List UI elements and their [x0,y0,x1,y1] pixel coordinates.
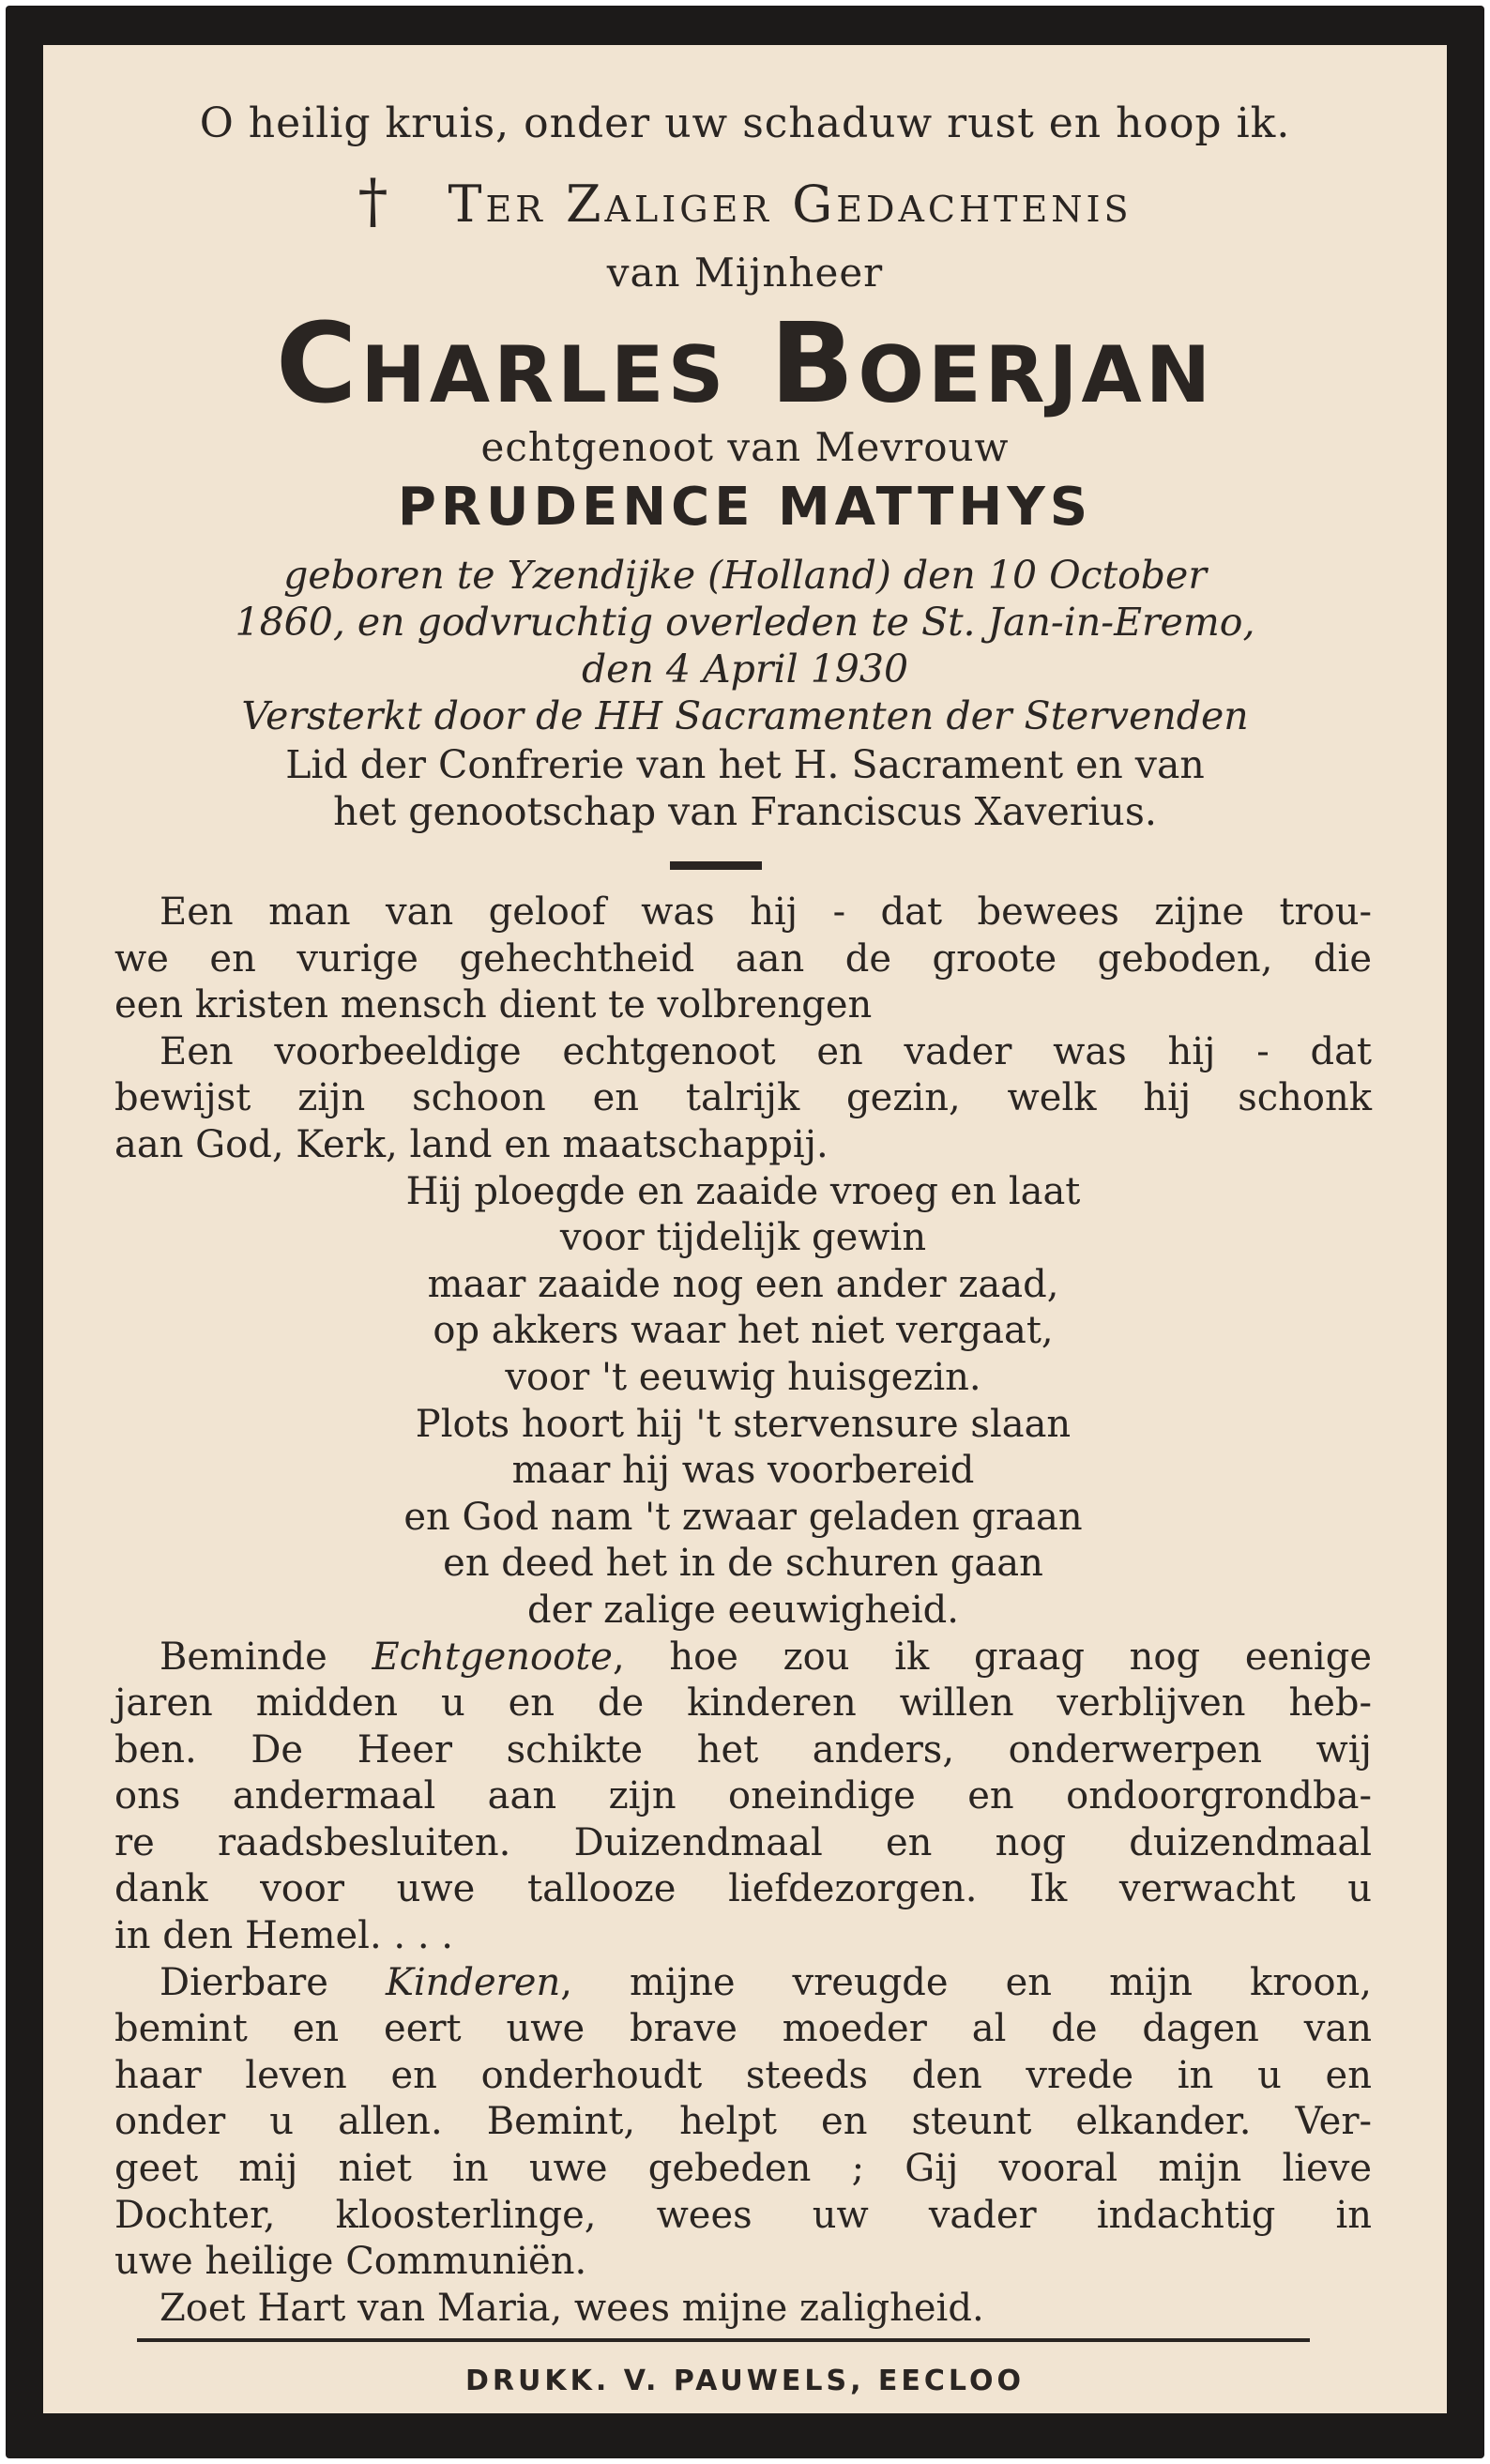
spouse-of-label: echtgenoot van Mevrouw [480,424,1010,470]
van-mijnheer: van Mijnheer [606,250,884,296]
bio-line: het genootschap van Franciscus Xaverius. [333,789,1157,834]
text-fragment: , mijne vreugde en mijn kroon, [560,1960,1372,2004]
latin-cross-icon: † [357,167,392,236]
spouse-name: PRUDENCE MATTHYS [397,477,1093,538]
footer-rule [137,2338,1310,2342]
text-fragment: Beminde [160,1635,372,1679]
body-text [114,890,1372,2332]
text-line: aan God, Kerk, land en maatschappij. [114,1122,829,1166]
emphasis-word: Echtgenoote [372,1635,613,1679]
bio-line: Lid der Confrerie van het H. Sacrament en van [285,742,1205,787]
text-line: jaren midden u en de kinderen willen verblijven heb- [114,1681,1372,1726]
bio-line: den 4 April 1930 [581,646,909,692]
verse-line: voor tijdelijk gewin [559,1216,927,1260]
text-line: haar leven en onderhoudt steeds den vrede in u en [114,2053,1372,2097]
text-line [114,1960,1372,2007]
text-line [114,1635,1372,1681]
title-row [43,167,1447,236]
text-fragment: , hoe zou ik graag nog eenige [612,1635,1373,1679]
deceased-name: Charles Boerjan [275,298,1215,428]
text-line: een kristen mensch dient te volbrengen [114,983,873,1027]
bio-line: 1860, en godvruchtig overleden te St. Jan-in-Eremo, [235,600,1255,645]
memorial-card [43,45,1447,2413]
text-line: bemint en eert uwe brave moeder al de dagen van [114,2007,1372,2051]
text-line: ons andermaal aan zijn oneindige en ondoorgrondba- [114,1774,1372,1818]
verse-line: voor 't eeuwig huisgezin. [505,1355,981,1399]
closing-line: Zoet Hart van Maria, wees mijne zaligheid. [160,2286,984,2330]
bio-line: geboren te Yzendijke (Holland) den 10 October [283,553,1207,598]
verse-line: maar zaaide nog een ander zaad, [427,1262,1059,1306]
printer-imprint: DRUKK. V. PAUWELS, EECLOO [465,2365,1025,2397]
verse-line: en deed het in de schuren gaan [443,1542,1043,1586]
divider [670,861,762,870]
title: Ter Zaliger Gedachtenis [448,175,1133,234]
text-line: dank voor uwe tallooze liefdezorgen. Ik verwacht u [114,1867,1372,1911]
text-line: Dochter, kloosterlinge, wees uw vader indachtig in [114,2193,1372,2237]
bio-line: Versterkt door de HH Sacramenten der Stervenden [241,693,1249,738]
text-line: bewijst zijn schoon en talrijk gezin, welk hij schonk [114,1076,1372,1120]
verse-line: Hij ploegde en zaaide vroeg en laat [405,1169,1081,1213]
motto: O heilig kruis, onder uw schaduw rust en hoop ik. [199,99,1291,147]
text-line: onder u allen. Bemint, helpt en steunt elkander. Ver- [114,2100,1372,2144]
bio-italic [43,552,1447,739]
text-line: uwe heilige Communiën. [114,2240,587,2284]
text-line: Een voorbeeldige echtgenoot en vader was hij - dat [160,1029,1372,1073]
verse-line: op akkers waar het niet vergaat, [433,1309,1054,1353]
verse-line: Plots hoort hij 't stervensure slaan [415,1402,1072,1446]
text-line: in den Hemel. . . . [114,1914,453,1958]
text-line: Een man van geloof was hij - dat bewees zijne trou- [160,890,1372,934]
emphasis-word: Kinderen [385,1960,561,2004]
verse-line: maar hij was voorbereid [511,1449,975,1493]
verse-line: en God nam 't zwaar geladen graan [403,1495,1083,1539]
text-line: ben. De Heer schikte het anders, onderwerpen wij [114,1727,1372,1772]
bio-membership [43,741,1447,835]
verse-line: der zalige eeuwigheid. [527,1588,959,1632]
text-line: we en vurige gehechtheid aan de groote geboden, die [114,936,1372,981]
text-line: geet mij niet in uwe gebeden ; Gij vooral mijn lieve [114,2147,1372,2191]
text-line: re raadsbesluiten. Duizendmaal en nog duizendmaal [114,1820,1372,1864]
text-fragment: Dierbare [160,1960,386,2004]
